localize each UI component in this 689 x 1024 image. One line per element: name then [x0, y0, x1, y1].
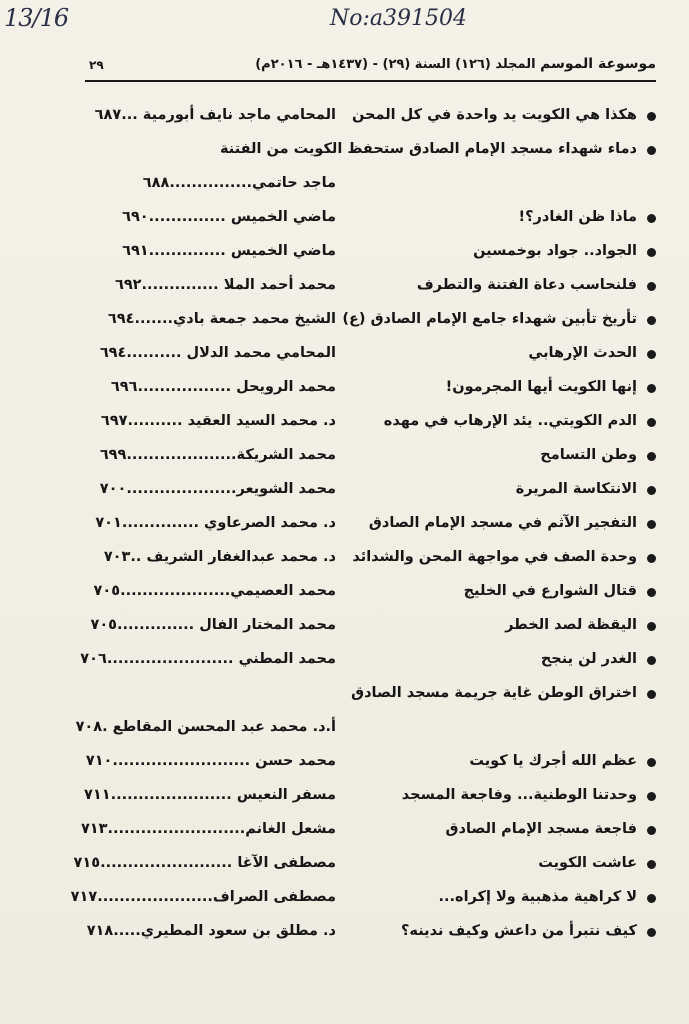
bullet-icon	[647, 112, 656, 121]
entry-author-page: أ.د. محمد عبد المحسن المقاطع .٧٠٨	[75, 719, 336, 735]
entry-author-page: مصطفى الآغا ........................٧١٥	[73, 855, 336, 871]
running-header	[85, 56, 656, 78]
toc-entry	[85, 308, 656, 342]
bullet-icon	[647, 656, 656, 665]
toc-entry	[85, 546, 656, 580]
bullet-icon	[647, 758, 656, 767]
toc-entry	[85, 580, 656, 614]
entry-author-page: محمد العصيمي....................٧٠٥	[93, 583, 336, 599]
entry-title: الانتكاسة المريرة	[515, 481, 637, 497]
entry-author-page: د. مطلق بن سعود المطيري.....٧١٨	[86, 923, 336, 939]
bullet-icon	[647, 928, 656, 937]
handwritten-catalog-number: No:a391504	[330, 6, 468, 31]
toc-entry	[85, 410, 656, 444]
toc-entry	[73, 852, 656, 886]
toc-entry	[85, 240, 656, 274]
toc-entry	[85, 444, 656, 478]
entry-title: الغدر لن ينجح	[540, 651, 637, 667]
bullet-icon	[647, 214, 656, 223]
bullet-icon	[647, 316, 656, 325]
entry-title: دماء شهداء مسجد الإمام الصادق ستحفظ الكويت من الفتنة	[219, 141, 637, 157]
entry-author-page: المحامي ماجد نايف أبورمية ...٦٨٧	[94, 107, 336, 123]
page-number: ٢٩	[89, 58, 104, 72]
entry-author-page: محمد المختار الفال ..............٧٠٥	[90, 617, 336, 633]
toc-entry	[85, 274, 656, 308]
entry-title: قتال الشوارع في الخليج	[463, 583, 637, 599]
entry-title: وحدتنا الوطنية... وفاجعة المسجد	[401, 787, 637, 803]
entry-title: الجواد.. جواد بوخمسين	[473, 243, 637, 259]
entry-title: فاجعة مسجد الإمام الصادق	[445, 821, 637, 837]
entry-author-page: محمد المطني .......................٧٠٦	[80, 651, 336, 667]
toc-entry	[85, 682, 656, 716]
header-title	[255, 56, 656, 72]
entry-author-page: د. محمد الصرعاوي ..............٧٠١	[95, 515, 336, 531]
bullet-icon	[647, 792, 656, 801]
entry-title: فلنحاسب دعاة الفتنة والتطرف	[416, 277, 637, 293]
toc-entry	[85, 342, 656, 376]
bullet-icon	[647, 248, 656, 257]
entry-title: التفجير الآثم في مسجد الإمام الصادق	[368, 515, 637, 531]
toc-entry	[80, 648, 656, 682]
issue-info: المجلد (١٢٦) السنة (٢٩) - (١٤٣٧هـ - ٢٠١٦م)	[255, 57, 536, 72]
entry-author-page: مصطفى الصراف.....................٧١٧	[70, 889, 336, 905]
toc-entry	[85, 206, 656, 240]
entry-title: عاشت الكويت	[538, 855, 637, 871]
bullet-icon	[647, 554, 656, 563]
toc-entry	[75, 716, 656, 750]
table-of-contents	[70, 104, 656, 954]
bullet-icon	[647, 690, 656, 699]
toc-entry	[85, 172, 656, 206]
entry-author-page: ماضي الخميس ..............٦٩٠	[122, 209, 336, 225]
bullet-icon	[647, 588, 656, 597]
entry-title: عظم الله أجرك يا كويت	[469, 753, 637, 769]
entry-author-page: ماجد حاتمي...............٦٨٨	[142, 175, 336, 191]
bullet-icon	[647, 622, 656, 631]
toc-entry	[85, 920, 656, 954]
journal-name: موسوعة الموسم	[540, 56, 656, 72]
entry-author-page: الشيخ محمد جمعة بادي.......٦٩٤	[107, 311, 336, 327]
toc-entry	[85, 750, 656, 784]
entry-title: الدم الكويتي.. يئد الإرهاب في مهده	[383, 413, 637, 429]
bullet-icon	[647, 486, 656, 495]
entry-title: وطن التسامح	[540, 447, 637, 463]
bullet-icon	[647, 520, 656, 529]
bullet-icon	[647, 860, 656, 869]
bullet-icon	[647, 384, 656, 393]
toc-entry	[85, 784, 656, 818]
entry-title: اليقظة لصد الخطر	[505, 617, 637, 633]
toc-entry	[85, 512, 656, 546]
bullet-icon	[647, 894, 656, 903]
entry-author-page: مسفر النعيس ......................٧١١	[84, 787, 336, 803]
entry-author-page: مشعل الغانم.........................٧١٣	[80, 821, 336, 837]
entry-title: ماذا ظن الغادر؟!	[518, 209, 637, 225]
entry-author-page: د. محمد عبدالغفار الشريف ..٧٠٣	[103, 549, 336, 565]
bullet-icon	[647, 350, 656, 359]
entry-title: كيف نتبرأ من داعش وكيف ندينه؟	[401, 923, 637, 939]
toc-entry	[85, 104, 656, 138]
toc-entry	[85, 614, 656, 648]
entry-author-page: د. محمد السيد العقيد ..........٦٩٧	[100, 413, 336, 429]
entry-title: إنها الكويت أيها المجرمون!	[445, 379, 637, 395]
toc-entry	[85, 478, 656, 512]
entry-title: الحدث الإرهابي	[528, 345, 637, 361]
bullet-icon	[647, 282, 656, 291]
entry-author-page: ماضي الخميس ..............٦٩١	[122, 243, 336, 259]
bullet-icon	[647, 418, 656, 427]
entry-title: لا كراهية مذهبية ولا إكراه...	[438, 889, 637, 905]
entry-author-page: محمد حسن .........................٧١٠	[85, 753, 336, 769]
entry-title: هكذا هي الكويت يد واحدة في كل المحن	[352, 107, 637, 123]
header-divider	[85, 80, 656, 82]
entry-author-page: محمد أحمد الملا ..............٦٩٢	[114, 277, 336, 293]
entry-author-page: محمد الرويحل .................٦٩٦	[110, 379, 336, 395]
entry-author-page: المحامي محمد الدلال ..........٦٩٤	[99, 345, 336, 361]
bullet-icon	[647, 826, 656, 835]
bullet-icon	[647, 452, 656, 461]
toc-entry	[70, 886, 656, 920]
entry-author-page: محمد الشويعر....................٧٠٠	[99, 481, 336, 497]
entry-title: اختراق الوطن غاية جريمة مسجد الصادق	[351, 685, 637, 701]
toc-entry	[80, 818, 656, 852]
handwritten-page-count: 13/16	[4, 4, 69, 32]
toc-entry	[85, 376, 656, 410]
bullet-icon	[647, 146, 656, 155]
toc-entry	[85, 138, 656, 172]
entry-title: وحدة الصف في مواجهة المحن والشدائد	[352, 549, 637, 565]
entry-author-page: محمد الشريكة....................٦٩٩	[99, 447, 336, 463]
entry-title: تأريخ تأبين شهداء جامع الإمام الصادق (ع)	[342, 311, 637, 327]
